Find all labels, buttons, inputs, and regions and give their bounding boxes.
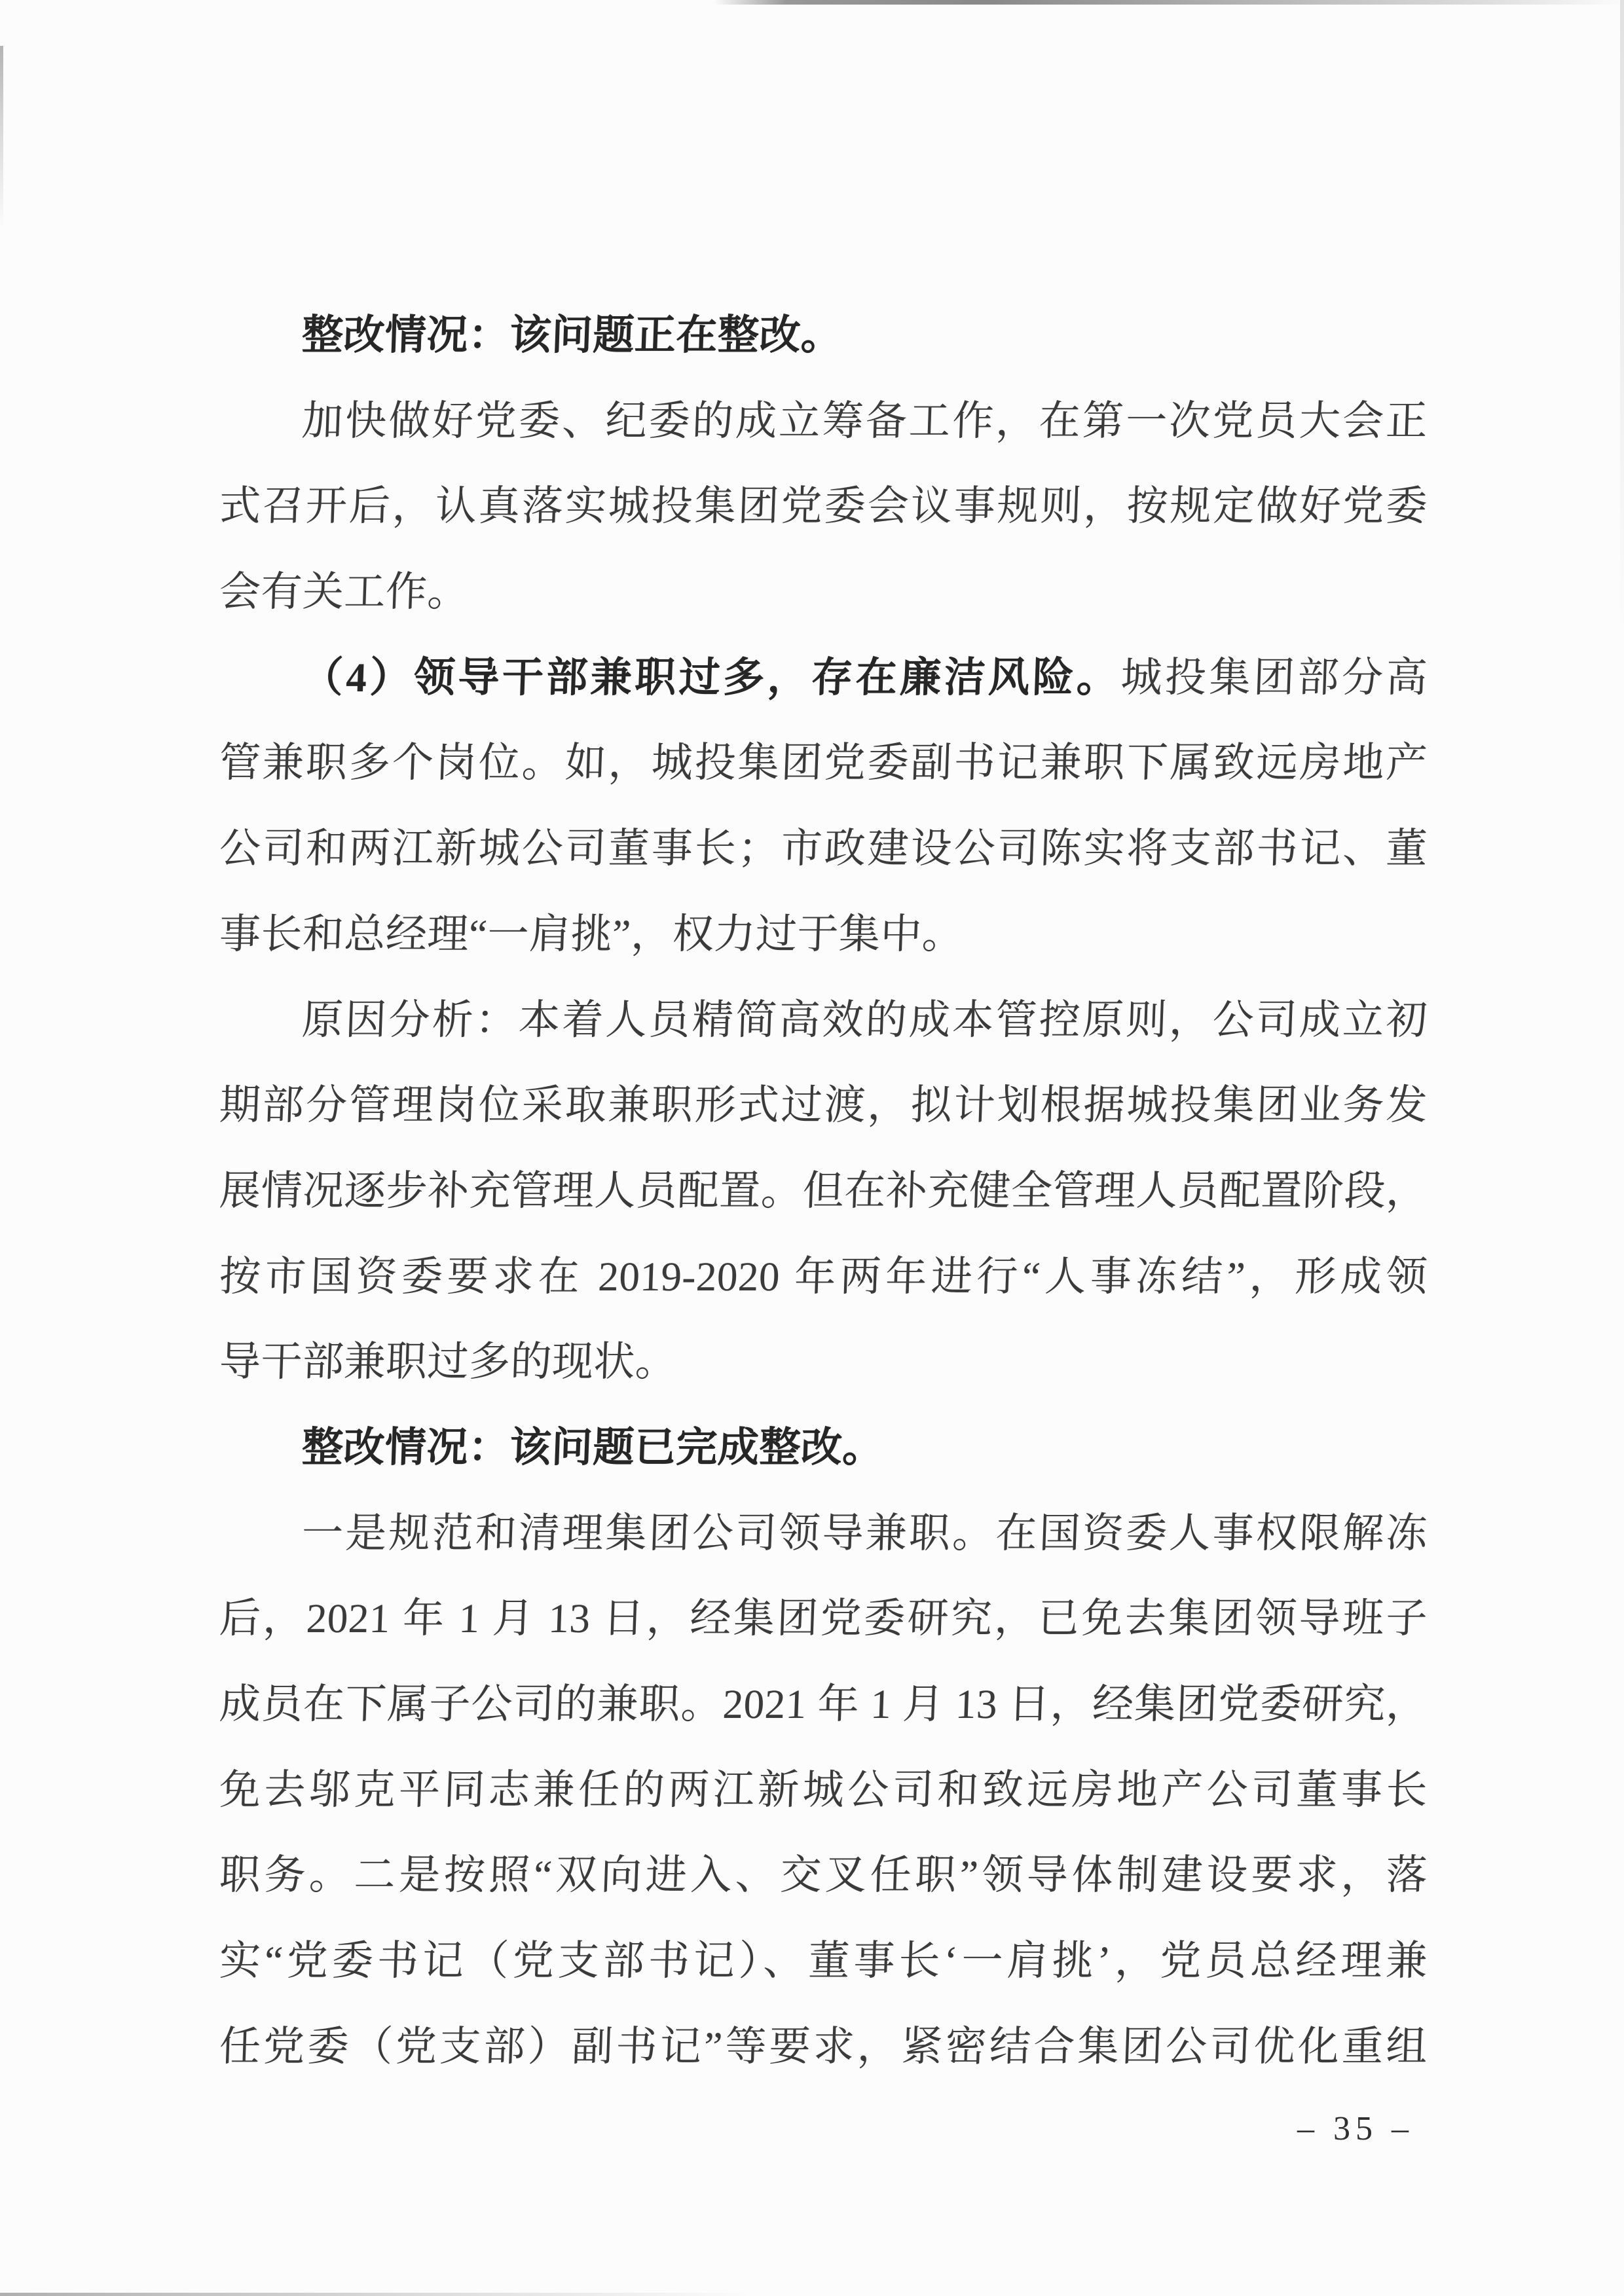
text-segment-bold: （4）领导干部兼职过多，存在廉洁风险。 (301, 654, 1122, 701)
text-line (218, 1662, 1430, 1747)
text-line (218, 892, 1430, 977)
text-line (218, 635, 1430, 721)
text-segment: 加快做好党委、纪委的成立筹备工作，在第一次党员大会正 (301, 397, 1429, 444)
scan-artifact-left-edge (0, 46, 3, 229)
text-segment: 公司和两江新城公司董事长；市政建设公司陈实将支部书记、董 (218, 826, 1429, 872)
text-line (218, 2004, 1430, 2090)
text-segment-bold: 整改情况：该问题正在整改。 (301, 312, 843, 358)
text-line (218, 1918, 1430, 2004)
text-line (218, 1576, 1430, 1662)
text-line (218, 378, 1430, 464)
text-segment: 展情况逐步补充管理人员配置。但在补充健全管理人员配置阶段， (218, 1167, 1429, 1214)
text-line (218, 1148, 1430, 1234)
text-line (218, 549, 1430, 635)
page-number (1280, 2100, 1431, 2159)
text-segment: 原因分析：本着人员精简高效的成本管控原则，公司成立初 (301, 996, 1429, 1043)
text-segment: 导干部兼职过多的现状。 (218, 1339, 678, 1385)
document-body (219, 293, 1428, 2089)
text-line (218, 293, 1430, 378)
text-segment: 式召开后，认真落实城投集团党委会议事规则，按规定做好党委 (218, 483, 1429, 530)
text-segment: 后，2021 年 1 月 13 日，经集团党委研究，已免去集团领导班子 (218, 1595, 1429, 1642)
text-segment: 管兼职多个岗位。如，城投集团党委副书记兼职下属致远房地产 (218, 740, 1429, 786)
text-line (218, 1747, 1430, 1833)
text-line (218, 1234, 1430, 1320)
text-segment: 免去邬克平同志兼任的两江新城公司和致远房地产公司董事长 (218, 1766, 1429, 1813)
text-line (218, 464, 1430, 549)
text-line (218, 1405, 1430, 1491)
text-segment: 城投集团部分高 (1120, 654, 1429, 701)
text-line (218, 720, 1430, 806)
text-segment: 期部分管理岗位采取兼职形式过渡，拟计划根据城投集团业务发 (218, 1082, 1429, 1129)
text-line (218, 1832, 1430, 1918)
text-line (218, 977, 1430, 1063)
text-line (218, 1319, 1430, 1405)
text-segment: 一是规范和清理集团公司领导兼职。在国资委人事权限解冻 (301, 1510, 1429, 1556)
text-segment: 会有关工作。 (218, 569, 470, 615)
scan-artifact-right-edge (1620, 0, 1624, 642)
scan-artifact-bottom-edge (0, 2293, 753, 2296)
text-segment: 职务。二是按照“双向进入、交叉任职”领导体制建设要求，落 (218, 1852, 1429, 1899)
text-line (218, 1491, 1430, 1576)
text-segment: 事长和总经理“一肩挑”，权力过于集中。 (218, 911, 965, 957)
text-line (218, 806, 1430, 892)
text-segment-bold: 整改情况：该问题已完成整改。 (301, 1424, 885, 1470)
text-segment: 按市国资委要求在 2019-2020 年两年进行“人事冻结”，形成领 (218, 1253, 1429, 1300)
text-segment: 任党委（党支部）副书记”等要求，紧密结合集团公司优化重组 (218, 2023, 1429, 2069)
page-number-text: – 35 – (1297, 2110, 1414, 2147)
text-segment: 实“党委书记（党支部书记）、董事长‘一肩挑’，党员总经理兼 (218, 1938, 1429, 1984)
text-segment: 成员在下属子公司的兼职。2021 年 1 月 13 日，经集团党委研究， (218, 1681, 1429, 1727)
scan-artifact-top-edge (714, 0, 1624, 5)
text-line (218, 1063, 1430, 1148)
